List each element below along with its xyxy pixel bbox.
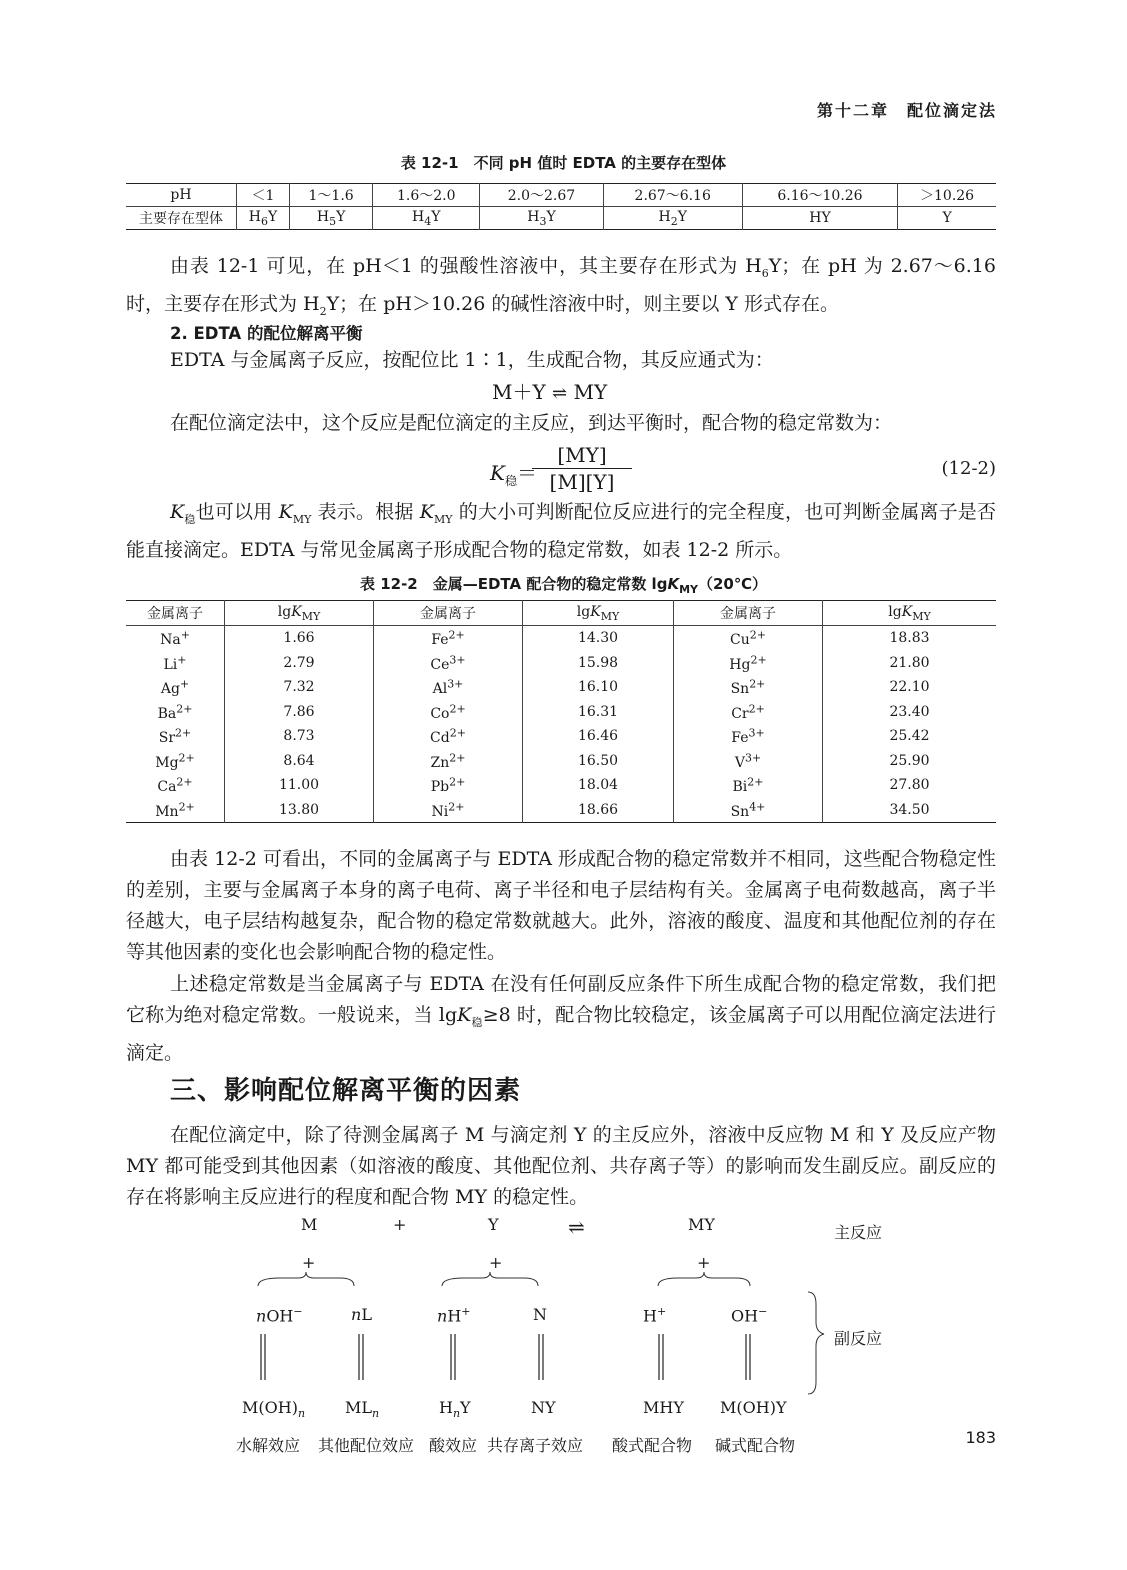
lgk-value-cell: 18.83 — [889, 630, 930, 647]
product-label: NY — [531, 1398, 556, 1417]
table-cell: 1.6～2.0 — [373, 184, 480, 207]
table-header-row — [126, 601, 996, 626]
metal-ion-cell: $Ni^{2+}$ — [374, 798, 523, 823]
metal-ion-cell: $Sr^{2+}$ — [126, 724, 225, 749]
paragraph-1: 由表 12-1 可见，在 pH＜1 的强酸性溶液中，其主要存在形式为 $H_6Y$；在 pH 为 2.67～6.16 时，主要存在形式为 $H_2Y$；在 pH＞10.26 的碱性溶液中时，则主要以 Y 形式存在。 — [126, 255, 996, 318]
product-label: $ML_n$ — [345, 1398, 380, 1421]
table-cell: $H_4Y$ — [373, 207, 480, 230]
lgk-value-cell: 22.10 — [889, 679, 930, 696]
table-cell: pH — [126, 184, 237, 207]
lgk-value-cell: 16.10 — [523, 675, 674, 700]
diagram-plus: + — [489, 1253, 503, 1272]
lgk-value-cell: 8.73 — [225, 724, 374, 749]
main-reaction-label: 主反应 — [834, 1223, 883, 1242]
reagent-label: N — [533, 1305, 547, 1324]
metal-ion-cell: $Mg^{2+}$ — [126, 749, 225, 774]
metal-ion-cell: $Sn^{4+}$ — [674, 798, 823, 823]
section-heading-2: 2. EDTA 的配位解离平衡 — [170, 324, 363, 343]
effect-label: 酸效应 — [429, 1436, 478, 1455]
table-row — [126, 749, 996, 774]
table-row — [126, 798, 996, 823]
metal-ion-cell: Li+ — [126, 651, 225, 676]
paragraph-6: 上述稳定常数是当金属离子与 EDTA 在没有任何副反应条件下所生成配合物的稳定常数，我们把它称为绝对稳定常数。一般说来，当 lgK$_稳$≥8 时，配合物比较稳定，该金属离子可以用配位滴定法进行滴定。 — [126, 973, 997, 1064]
reagent-label: OH− — [731, 1305, 768, 1326]
table-row — [126, 675, 996, 700]
metal-ion-cell: $Bi^{2+}$ — [674, 773, 823, 798]
metal-ion-cell: $Ba^{2+}$ — [126, 700, 225, 725]
product-label: $H_nY$ — [439, 1398, 471, 1421]
metal-ion-cell: $Sn^{2+}$ — [674, 675, 823, 700]
paragraph-5: 由表 12-2 可看出，不同的金属离子与 EDTA 形成配合物的稳定常数并不相同，这些配合物稳定性的差别，主要与金属离子本身的离子电荷、离子半径和电子层结构有关。金属离子电荷数越高，离子半径越大，电子层结构越复杂，配合物的稳定常数就越大。此外，溶液的酸度、温度和其他配位剂的存在等其他因素的变化也会影响配合物的稳定性。 — [126, 848, 996, 963]
metal-ion-cell: Ag+ — [126, 675, 225, 700]
lgk-value-cell: 23.40 — [889, 703, 930, 720]
lgk-value-cell: 7.32 — [225, 675, 374, 700]
table-row — [126, 626, 996, 651]
table-cell: $H_6Y$ — [237, 207, 290, 230]
diagram-brackets-arrows — [250, 1270, 830, 1410]
table-header: 金属离子 — [374, 601, 523, 626]
table-cell: 1～1.6 — [290, 184, 373, 207]
paragraph-4: $K_稳$也可以用 $K_{MY}$ 表示。根据 $K_{MY}$ 的大小可判断配位反应进行的完全程度，也可判断金属离子是否能直接滴定。EDTA 与常见金属离子形成配合物的稳定常数，如表 12-2 所示。 — [126, 501, 996, 561]
metal-ion-cell: $Mn^{2+}$ — [126, 798, 225, 823]
table-header: lgK$_{MY}$ — [823, 601, 997, 626]
metal-ion-cell: Na+ — [126, 626, 225, 651]
lgk-value-cell: 11.00 — [225, 773, 374, 798]
metal-ion-cell: $Fe^{2+}$ — [374, 626, 523, 651]
diagram-plus: + — [393, 1215, 407, 1234]
lgk-value-cell: 21.80 — [889, 654, 930, 671]
table2-stability-constants — [126, 600, 996, 823]
chapter-header: 第十二章 配位滴定法 — [816, 101, 997, 120]
metal-ion-cell: $Ca^{2+}$ — [126, 773, 225, 798]
metal-ion-cell: $Pb^{2+}$ — [374, 773, 523, 798]
table-cell: 主要存在型体 — [126, 207, 237, 230]
page-number: 183 — [965, 1428, 996, 1447]
lgk-value-cell: 25.42 — [889, 728, 930, 745]
lgk-value-cell: 18.66 — [523, 798, 674, 823]
lgk-value-cell: 16.46 — [523, 724, 674, 749]
table-cell: 2.67～6.16 — [603, 184, 742, 207]
metal-ion-cell: $Fe^{3+}$ — [674, 724, 823, 749]
metal-ion-cell: $Ce^{3+}$ — [374, 651, 523, 676]
table-cell: HY — [742, 207, 897, 230]
lgk-value-cell: 34.50 — [889, 801, 930, 818]
diagram-plus: + — [302, 1253, 316, 1272]
table-cell: $H_3Y$ — [480, 207, 603, 230]
paragraph-2: EDTA 与金属离子反应，按配位比 1∶1，生成配合物，其反应通式为： — [170, 349, 774, 371]
paragraph-7: 在配位滴定中，除了待测金属离子 M 与滴定剂 Y 的主反应外，溶液中反应物 M 和 Y 及反应产物 MY 都可能受到其他因素（如溶液的酸度、其他配位剂、共存离子等）的影响而发生副反应。副反应的存在将影响主反应进行的程度和配合物 MY 的稳定性。 — [126, 1124, 996, 1208]
lgk-value-cell: 27.80 — [889, 777, 930, 794]
equilibrium-arrow-icon: ⇌ — [568, 1215, 585, 1239]
table-row — [126, 184, 996, 207]
lgk-value-cell: 14.30 — [523, 626, 674, 651]
effect-label: 碱式配合物 — [715, 1436, 796, 1455]
lgk-value-cell: 15.98 — [523, 651, 674, 676]
table-row — [126, 651, 996, 676]
effect-label: 其他配位效应 — [318, 1436, 415, 1455]
equation-main-reaction: M＋Y ⇌ MY — [492, 380, 608, 404]
table-cell: ＜1 — [237, 184, 290, 207]
paragraph-3: 在配位滴定法中，这个反应是配位滴定的主反应，到达平衡时，配合物的稳定常数为： — [170, 412, 893, 434]
diagram-MY: MY — [688, 1215, 715, 1234]
lgk-value-cell: 2.79 — [225, 651, 374, 676]
table-row — [126, 700, 996, 725]
table-header: 金属离子 — [674, 601, 823, 626]
diagram-M: M — [301, 1215, 318, 1234]
lgk-value-cell: 25.90 — [889, 752, 930, 769]
lgk-value-cell: 18.04 — [523, 773, 674, 798]
lgk-value-cell: 16.50 — [523, 749, 674, 774]
lgk-value-cell: 8.64 — [225, 749, 374, 774]
product-label: MHY — [643, 1398, 684, 1417]
metal-ion-cell: $Zn^{2+}$ — [374, 749, 523, 774]
reagent-label: nOH− — [256, 1305, 303, 1326]
table-row — [126, 773, 996, 798]
reagent-label: H+ — [643, 1305, 667, 1326]
table2-caption: 表 12-2 金属—EDTA 配合物的稳定常数 lgK$_{MY}$（20℃） — [359, 575, 768, 596]
effect-label: 共存离子效应 — [487, 1436, 584, 1455]
table-row — [126, 724, 996, 749]
lgk-value-cell: 7.86 — [225, 700, 374, 725]
side-reaction-label: 副反应 — [834, 1329, 883, 1348]
table-cell: Y — [898, 207, 996, 230]
lgk-value-cell: 1.66 — [225, 626, 374, 651]
metal-ion-cell: $Cd^{2+}$ — [374, 724, 523, 749]
table-cell: $H_2Y$ — [603, 207, 742, 230]
lgk-value-cell: 16.31 — [523, 700, 674, 725]
table-row — [126, 207, 996, 230]
section-heading-1: 三、影响配位解离平衡的因素 — [170, 1076, 522, 1106]
metal-ion-cell: $V^{3+}$ — [674, 749, 823, 774]
metal-ion-cell: $Al^{3+}$ — [374, 675, 523, 700]
table1-caption: 表 12-1 不同 pH 值时 EDTA 的主要存在型体 — [400, 154, 727, 172]
product-label: $M(OH)_n$ — [242, 1398, 306, 1421]
metal-ion-cell: $Cu^{2+}$ — [674, 626, 823, 651]
equation-number: (12-2) — [941, 458, 996, 479]
diagram-Y: Y — [488, 1215, 499, 1234]
table-cell: 6.16～10.26 — [742, 184, 897, 207]
table-header: 金属离子 — [126, 601, 225, 626]
metal-ion-cell: $Co^{2+}$ — [374, 700, 523, 725]
reagent-label: nH+ — [437, 1305, 471, 1326]
table1-ph-species — [126, 183, 996, 230]
lgk-value-cell: 13.80 — [225, 798, 374, 823]
table-cell: $H_5Y$ — [290, 207, 373, 230]
table-cell: ＞10.26 — [920, 188, 975, 204]
table-header: lgK$_{MY}$ — [225, 601, 374, 626]
reagent-label: nL — [351, 1305, 372, 1324]
effect-label: 酸式配合物 — [612, 1436, 693, 1455]
diagram-plus: + — [697, 1253, 711, 1272]
effect-label: 水解效应 — [236, 1436, 301, 1455]
product-label: M(OH)Y — [720, 1398, 787, 1417]
table-header: lgK$_{MY}$ — [523, 601, 674, 626]
metal-ion-cell: $Cr^{2+}$ — [674, 700, 823, 725]
metal-ion-cell: $Hg^{2+}$ — [674, 651, 823, 676]
table-cell: 2.0～2.67 — [480, 184, 603, 207]
